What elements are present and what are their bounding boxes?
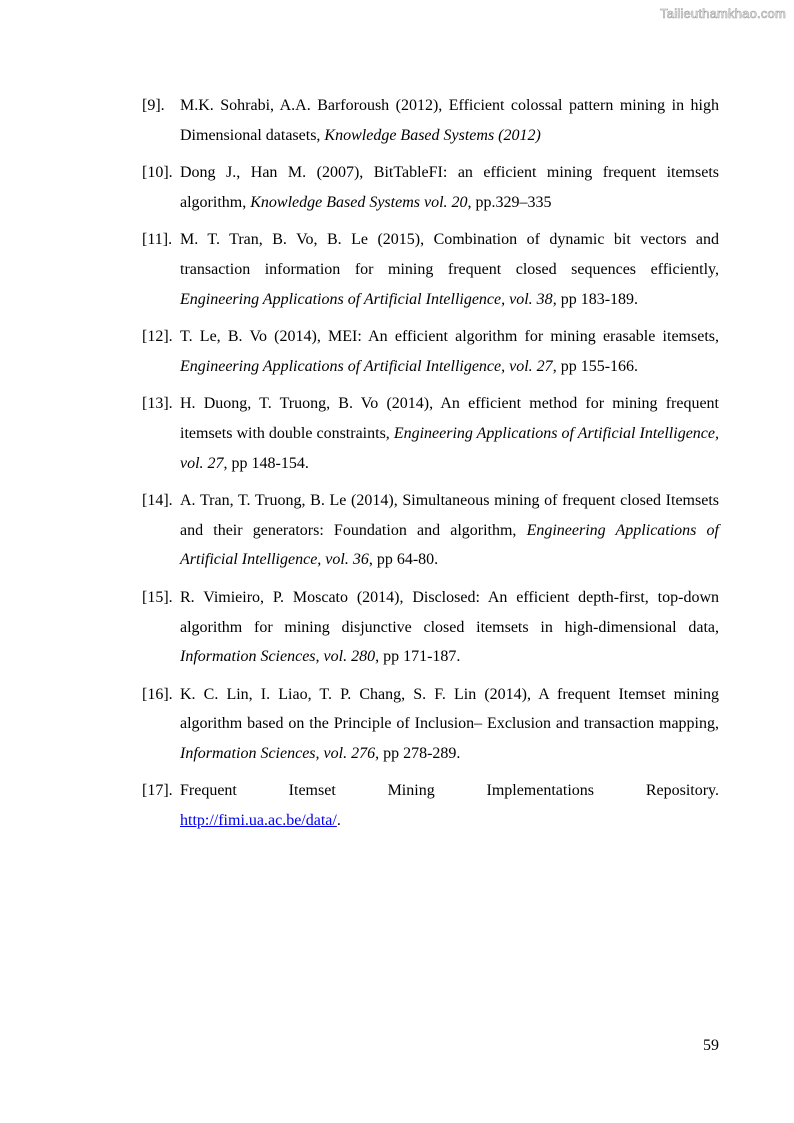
reference-text: M.K. Sohrabi, A.A. Barforoush (2012), Efficient colossal pattern mining in high Dimensional datasets, Knowledge Based Systems (2012) xyxy=(180,97,719,144)
reference-list xyxy=(142,91,719,844)
reference-item xyxy=(142,486,719,575)
reference-item xyxy=(142,225,719,314)
page-number: 59 xyxy=(703,1037,719,1054)
reference-number: [17]. xyxy=(142,782,173,800)
reference-text: H. Duong, T. Truong, B. Vo (2014), An efficient method for mining frequent itemsets with double constraints, Engineering Applications of Artificial Intelligence, vol. 27, pp 148-154. xyxy=(180,395,719,472)
reference-number: [9]. xyxy=(142,97,165,114)
reference-number: [14]. xyxy=(142,492,173,510)
reference-number: [15]. xyxy=(142,588,173,606)
reference-number: [10]. xyxy=(142,164,173,182)
reference-text: T. Le, B. Vo (2014), MEI: An efficient algorithm for mining erasable itemsets, Engineering Applications of Artificial Intelligence, vol. 27, pp 155-166. xyxy=(180,328,719,375)
reference-text: M. T. Tran, B. Vo, B. Le (2015), Combination of dynamic bit vectors and transaction information for mining frequent closed sequences efficiently, Engineering Applications of Artificial Intelligence, vol. 38, pp 183-189. xyxy=(180,231,719,308)
reference-number: [13]. xyxy=(142,395,173,413)
reference-item xyxy=(142,680,719,769)
reference-item xyxy=(142,91,719,150)
reference-item xyxy=(142,322,719,381)
reference-text: A. Tran, T. Truong, B. Le (2014), Simultaneous mining of frequent closed Itemsets and their generators: Foundation and algorithm, Engineering Applications of Artificial Intelligence, vol. 36, pp 64-80. xyxy=(180,492,719,569)
reference-text: Dong J., Han M. (2007), BitTableFI: an efficient mining frequent itemsets algorithm, Knowledge Based Systems vol. 20, pp.329–335 xyxy=(180,164,719,211)
reference-number: [11]. xyxy=(142,231,173,249)
reference-link[interactable]: http://fimi.ua.ac.be/data/ xyxy=(180,812,337,830)
reference-text: K. C. Lin, I. Liao, T. P. Chang, S. F. Lin (2014), A frequent Itemset mining algorithm based on the Principle of Inclusion– Exclusion and transaction mapping, Information Sciences, vol. 276, pp 278-289. xyxy=(180,685,719,762)
reference-item xyxy=(142,158,719,217)
reference-item xyxy=(142,389,719,478)
reference-title: Frequent Itemset Mining Implementations Repository. xyxy=(180,782,719,800)
reference-text: Frequent Itemset Mining Implementations Repository. http://fimi.ua.ac.be/data/. xyxy=(180,776,719,835)
watermark: Tailieuthamkhao.com xyxy=(660,6,786,21)
reference-item xyxy=(142,776,719,835)
reference-text: R. Vimieiro, P. Moscato (2014), Disclosed: An efficient depth-first, top-down algorithm for mining disjunctive closed itemsets in high-dimensional data, Information Sciences, vol. 280, pp 171-187. xyxy=(180,588,719,666)
reference-number: [12]. xyxy=(142,328,173,346)
reference-item xyxy=(142,583,719,672)
reference-number: [16]. xyxy=(142,685,173,703)
